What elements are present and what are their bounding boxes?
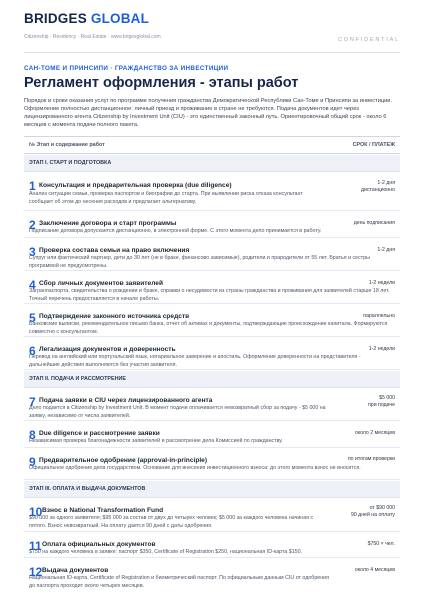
step-number: 8	[29, 428, 36, 442]
table-row	[24, 558, 400, 590]
step-term-value: 1-2 дня	[377, 180, 395, 186]
step-term	[369, 280, 395, 287]
step-term-value: около 4 месяцев	[354, 567, 395, 573]
stage-header-1: ЭТАП I. СТАРТ И ПОДГОТОВКА	[24, 155, 400, 172]
step-number: 11	[29, 539, 42, 553]
document-title: Регламент оформления - этапы работ	[24, 75, 299, 91]
column-header-stage: № Этап и содержание работ	[29, 142, 105, 148]
step-term-note: дистанционно	[361, 186, 395, 193]
step-term	[354, 220, 395, 227]
table-row	[24, 238, 400, 271]
step-term-note: 90 дней на оплату	[350, 511, 395, 518]
confidential-label: CONFIDENTIAL	[338, 37, 400, 43]
step-term-value: $5 000	[379, 395, 395, 401]
step-number: 4	[29, 278, 36, 292]
step-number: 7	[29, 395, 36, 409]
brand-accent: GLOBAL	[90, 11, 150, 26]
step-term	[355, 567, 395, 574]
step-description: Анализ ситуации семьи, проверка паспортов и биографии до старта. При выявлении риска отказа консультант сообщает об этом до несения расходов и предлагает альтернативу.	[29, 191, 303, 205]
step-term	[351, 505, 395, 519]
step-number: 3	[29, 245, 36, 259]
table-row	[24, 172, 400, 211]
step-description: $90 000 за одного заявителя; $95 000 за состав от двух до четырех человек; $5 000 за каждого человека начиная с пятого. Взнос невозвратный. На оплату дается 90 дней с даты одобрения.	[29, 515, 314, 529]
step-term	[377, 247, 395, 254]
step-title: Проверка состава семьи на право включения	[39, 247, 190, 254]
table-row	[24, 211, 400, 238]
table-row	[24, 532, 400, 558]
step-term	[355, 430, 395, 437]
step-description: Загранпаспорта, свидетельства о рождении и браке, справки о несудимости из страны гражданства и проживания для заявителей старше 18 лет. Точный перечень предоставляется в начале работы.	[29, 288, 390, 302]
step-description: Официальное одобрение дела государством. Основание для внесения инвестиционного взноса: до этого момента взнос не вносится.	[29, 465, 361, 471]
step-term-value: 1-2 недели	[368, 346, 395, 352]
step-term-value: 1-2 недели	[368, 280, 395, 286]
document-intro: Порядок и сроки оказания услуг по программе получения гражданства Демократической Республики Сан-Томе и Принсипи за инвестиции. Оформление полностью дистанционное: личный приезд и проживание в стране не требуются. Подача документов идет через лицензированного агента Citizenship by Investment Unit (CIU) - это единственный законный путь. Ориентировочный общий срок - около 6 месяцев с момента подачи полного пакета.	[24, 98, 393, 128]
column-header-term: СРОК / ПЛАТЕЖ	[352, 142, 395, 148]
step-description: Подписание договора допускается дистанционно, в электронной форме. С этого момента дело принимается в работу.	[29, 228, 322, 234]
step-description: Независимая проверка благонадежности заявителей и рассмотрение дела Комиссией по гражданству.	[29, 438, 283, 444]
step-term-value: день подписания	[353, 220, 395, 226]
brand-tagline: Citizenship · Residency · Real Estate · www.brigesglobal.com	[24, 34, 161, 40]
table-row	[24, 337, 400, 370]
step-term-value: параллельно	[363, 313, 395, 319]
step-number: 5	[29, 311, 36, 325]
step-description: Национальная ID-карта, Certificate of Registration и биометрический паспорт. По официальным данным CIU от одобрения до паспорта проходит около четырех месяцев.	[29, 575, 329, 589]
step-number: 6	[29, 344, 36, 358]
step-term	[348, 456, 395, 463]
step-term	[369, 346, 395, 353]
step-number: 10	[29, 505, 43, 519]
step-title: Due diligence и рассмотрение заявки	[39, 430, 160, 437]
step-title: Сбор личных документов заявителей	[39, 280, 164, 287]
step-term-value: около 2 месяцев	[354, 430, 395, 436]
step-description: Банковские выписки, рекомендательное письмо банка, отчет об активах и документы, подтверждающие происхождение капитала. Формируются совместно с консультантом.	[29, 321, 388, 335]
table-row	[24, 448, 400, 480]
step-title: Оплата официальных документов	[42, 541, 156, 548]
stage-header-2: ЭТАП II. ПОДАЧА И РАССМОТРЕНИЕ	[24, 371, 400, 388]
document-kicker: САН-ТОМЕ И ПРИНСИПИ · ГРАЖДАНСТВО ЗА ИНВЕСТИЦИИ	[24, 65, 229, 72]
step-description: Дело подается в Citizenship by Investment Unit. В момент подачи оплачивается невозвратный сбор за подачу - $5 000 на заявку, независимо от числа заявителей.	[29, 405, 326, 419]
step-term	[361, 180, 395, 194]
document-header	[24, 0, 400, 53]
step-term	[368, 541, 395, 548]
step-title: Заключение договора и старт программы	[39, 220, 177, 227]
step-title: Предварительное одобрение (approval-in-principle)	[39, 457, 208, 464]
step-title: Взнос в National Transformation Fund	[42, 507, 164, 514]
step-term-value: от $90 000	[369, 505, 395, 511]
step-description: $750 на каждого человека в заявке: паспорт $350, Certificate of Registration $250, национальная ID-карта $150.	[29, 549, 303, 555]
table-row	[24, 304, 400, 337]
step-term	[368, 395, 395, 409]
step-number: 12	[29, 565, 43, 579]
table-row	[24, 388, 400, 421]
brand-main: BRIDGES	[24, 11, 87, 26]
table-row	[24, 271, 400, 304]
table-row	[24, 421, 400, 448]
step-term-value: 1-2 дня	[377, 247, 395, 253]
step-number: 1	[29, 179, 36, 193]
step-number: 2	[29, 218, 36, 232]
brand-logo	[24, 11, 149, 26]
step-description: Перевод на английский или португальский язык, нотариальное заверение и апостиль. Оформление доверенности на представителя - дальнейшие действия выполняются без участия заявителя.	[29, 354, 361, 368]
step-description: Супруг или фактический партнер, дети до 30 лет (не в браке, финансово зависимые), родители и прародители от 55 лет. Братья и сестры программой не предусмотрены.	[29, 255, 370, 269]
table-header	[24, 136, 400, 154]
step-title: Подача заявки в CIU через лицензированного агента	[39, 397, 213, 404]
table-row	[24, 498, 400, 532]
step-number: 9	[29, 455, 36, 469]
stage-header-3: ЭТАП III. ОПЛАТА И ВЫДАЧА ДОКУМЕНТОВ	[24, 481, 400, 498]
step-title: Выдача документов	[42, 567, 109, 574]
step-title: Подтверждение законного источника средств	[39, 313, 190, 320]
step-title: Легализация документов и доверенность	[39, 346, 176, 353]
step-title: Консультация и предварительная проверка (due diligence)	[39, 182, 232, 189]
step-term-value: по итогам проверки	[347, 456, 395, 462]
step-term-value: $750 × чел.	[367, 541, 395, 547]
step-term	[363, 313, 395, 320]
step-term-note: при подаче	[368, 401, 395, 408]
